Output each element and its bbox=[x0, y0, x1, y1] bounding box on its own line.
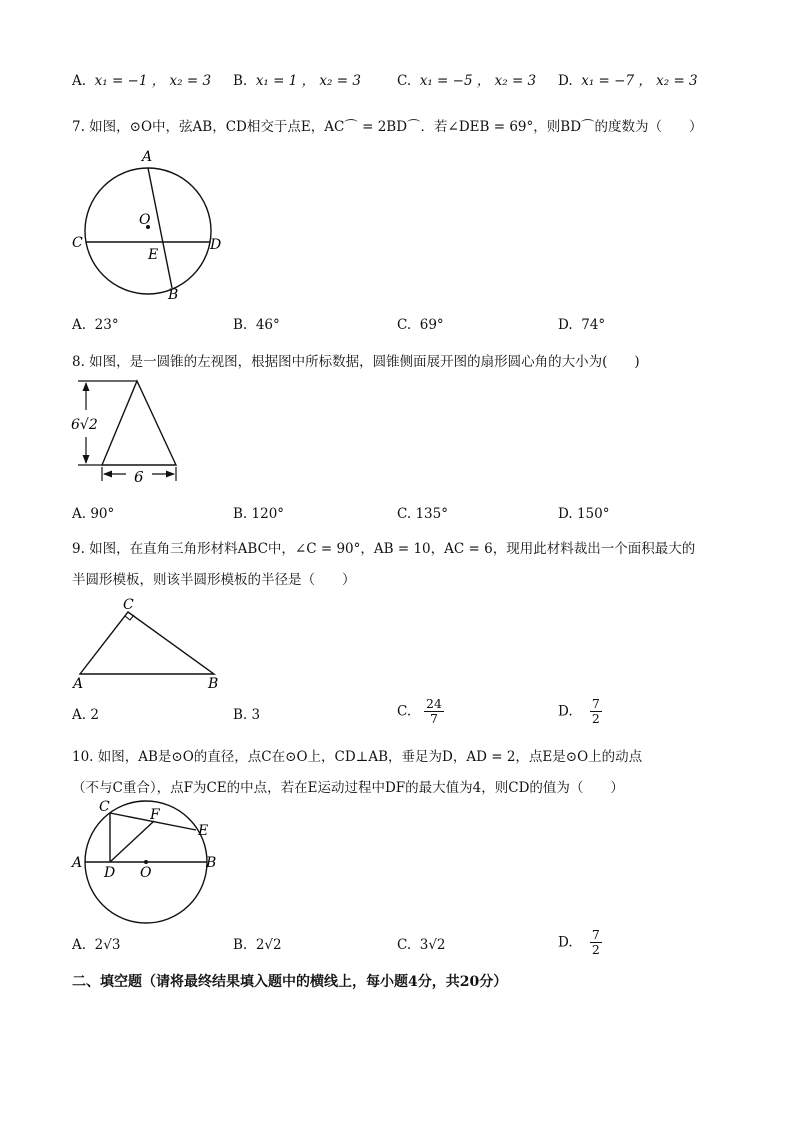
q9-option-b: B. 3 bbox=[233, 707, 261, 723]
q9-label-a: A bbox=[73, 676, 84, 692]
q6-option-b: B. x₁ = 1 ， x₂ = 3 bbox=[233, 73, 361, 89]
q9-option-a: A. 2 bbox=[72, 707, 99, 723]
q10-option-c: C. 3√2 bbox=[397, 937, 446, 953]
q10-label-d: D bbox=[104, 865, 116, 881]
q8-cone-figure bbox=[64, 375, 189, 490]
q7-label-d: D bbox=[210, 237, 222, 253]
q10-label-e: E bbox=[198, 823, 209, 839]
q8-height-label: 6√2 bbox=[71, 417, 98, 433]
q8-base-label: 6 bbox=[134, 468, 144, 486]
q10-option-b: B. 2√2 bbox=[233, 937, 282, 953]
q9-text-line1: 9. 如图，在直角三角形材料ABC中，∠C = 90°，AB = 10，AC = 6，现用此材料裁出一个面积最大的 bbox=[72, 541, 696, 557]
q6-option-c: C. x₁ = −5 ， x₂ = 3 bbox=[397, 73, 537, 89]
q7-label-c: C bbox=[72, 235, 83, 251]
q10-label-b: B bbox=[206, 855, 217, 871]
q8-option-c: C. 135° bbox=[397, 506, 448, 522]
q8-option-d: D. 150° bbox=[558, 506, 610, 522]
q10-text-line2: （不与C重合），点F为CE的中点，若在E运动过程中DF的最大值为4，则CD的值为（ ） bbox=[72, 780, 624, 796]
q7-option-c: C. 69° bbox=[397, 317, 444, 333]
q10-text-line1: 10. 如图，AB是⊙O的直径，点C在⊙O上，CD⊥AB，垂足为D，AD = 2，点E是⊙O上的动点 bbox=[72, 749, 643, 765]
q9-text-line2: 半圆形模板，则该半圆形模板的半径是（ ） bbox=[72, 572, 356, 588]
q10-option-d: D. $\frac{7}{2}$ bbox=[558, 927, 600, 958]
q10-circle-figure bbox=[66, 797, 226, 927]
q10-label-a: A bbox=[72, 855, 83, 871]
q6-option-a: A. x₁ = −1 ， x₂ = 3 bbox=[72, 73, 212, 89]
q7-label-b: B bbox=[168, 287, 179, 303]
section2-title: 二、填空题（请将最终结果填入题中的横线上，每小题4分，共20分） bbox=[72, 974, 508, 990]
q7-option-d: D. 74° bbox=[558, 317, 606, 333]
q8-option-b: B. 120° bbox=[233, 506, 285, 522]
q9-option-c: C. $\frac{24}{7}$ bbox=[397, 696, 442, 727]
q7-label-e: E bbox=[148, 247, 159, 263]
q7-label-a: A bbox=[142, 149, 153, 165]
q7-text: 7. 如图，⊙O中，弦AB，CD相交于点E，AC⌒ = 2BD⌒．若∠DEB = 69°，则BD⌒的度数为（ ） bbox=[72, 119, 703, 135]
q9-option-d: D. $\frac{7}{2}$ bbox=[558, 696, 600, 727]
q10-option-a: A. 2√3 bbox=[72, 937, 121, 953]
q7-option-b: B. 46° bbox=[233, 317, 280, 333]
q9-triangle-figure bbox=[66, 594, 231, 694]
q7-circle-figure bbox=[62, 145, 237, 305]
q10-label-o: O bbox=[140, 865, 152, 881]
q10-label-c: C bbox=[99, 799, 110, 815]
q8-text: 8. 如图，是一圆锥的左视图，根据图中所标数据，圆锥侧面展开图的扇形圆心角的大小为( ) bbox=[72, 354, 640, 370]
q8-option-a: A. 90° bbox=[72, 506, 115, 522]
q7-label-o: O bbox=[139, 212, 151, 228]
q9-label-c: C bbox=[123, 597, 134, 613]
q7-option-a: A. 23° bbox=[72, 317, 119, 333]
q10-label-f: F bbox=[150, 807, 160, 823]
q9-label-b: B bbox=[208, 676, 219, 692]
q6-option-d: D. x₁ = −7 ， x₂ = 3 bbox=[558, 73, 698, 89]
